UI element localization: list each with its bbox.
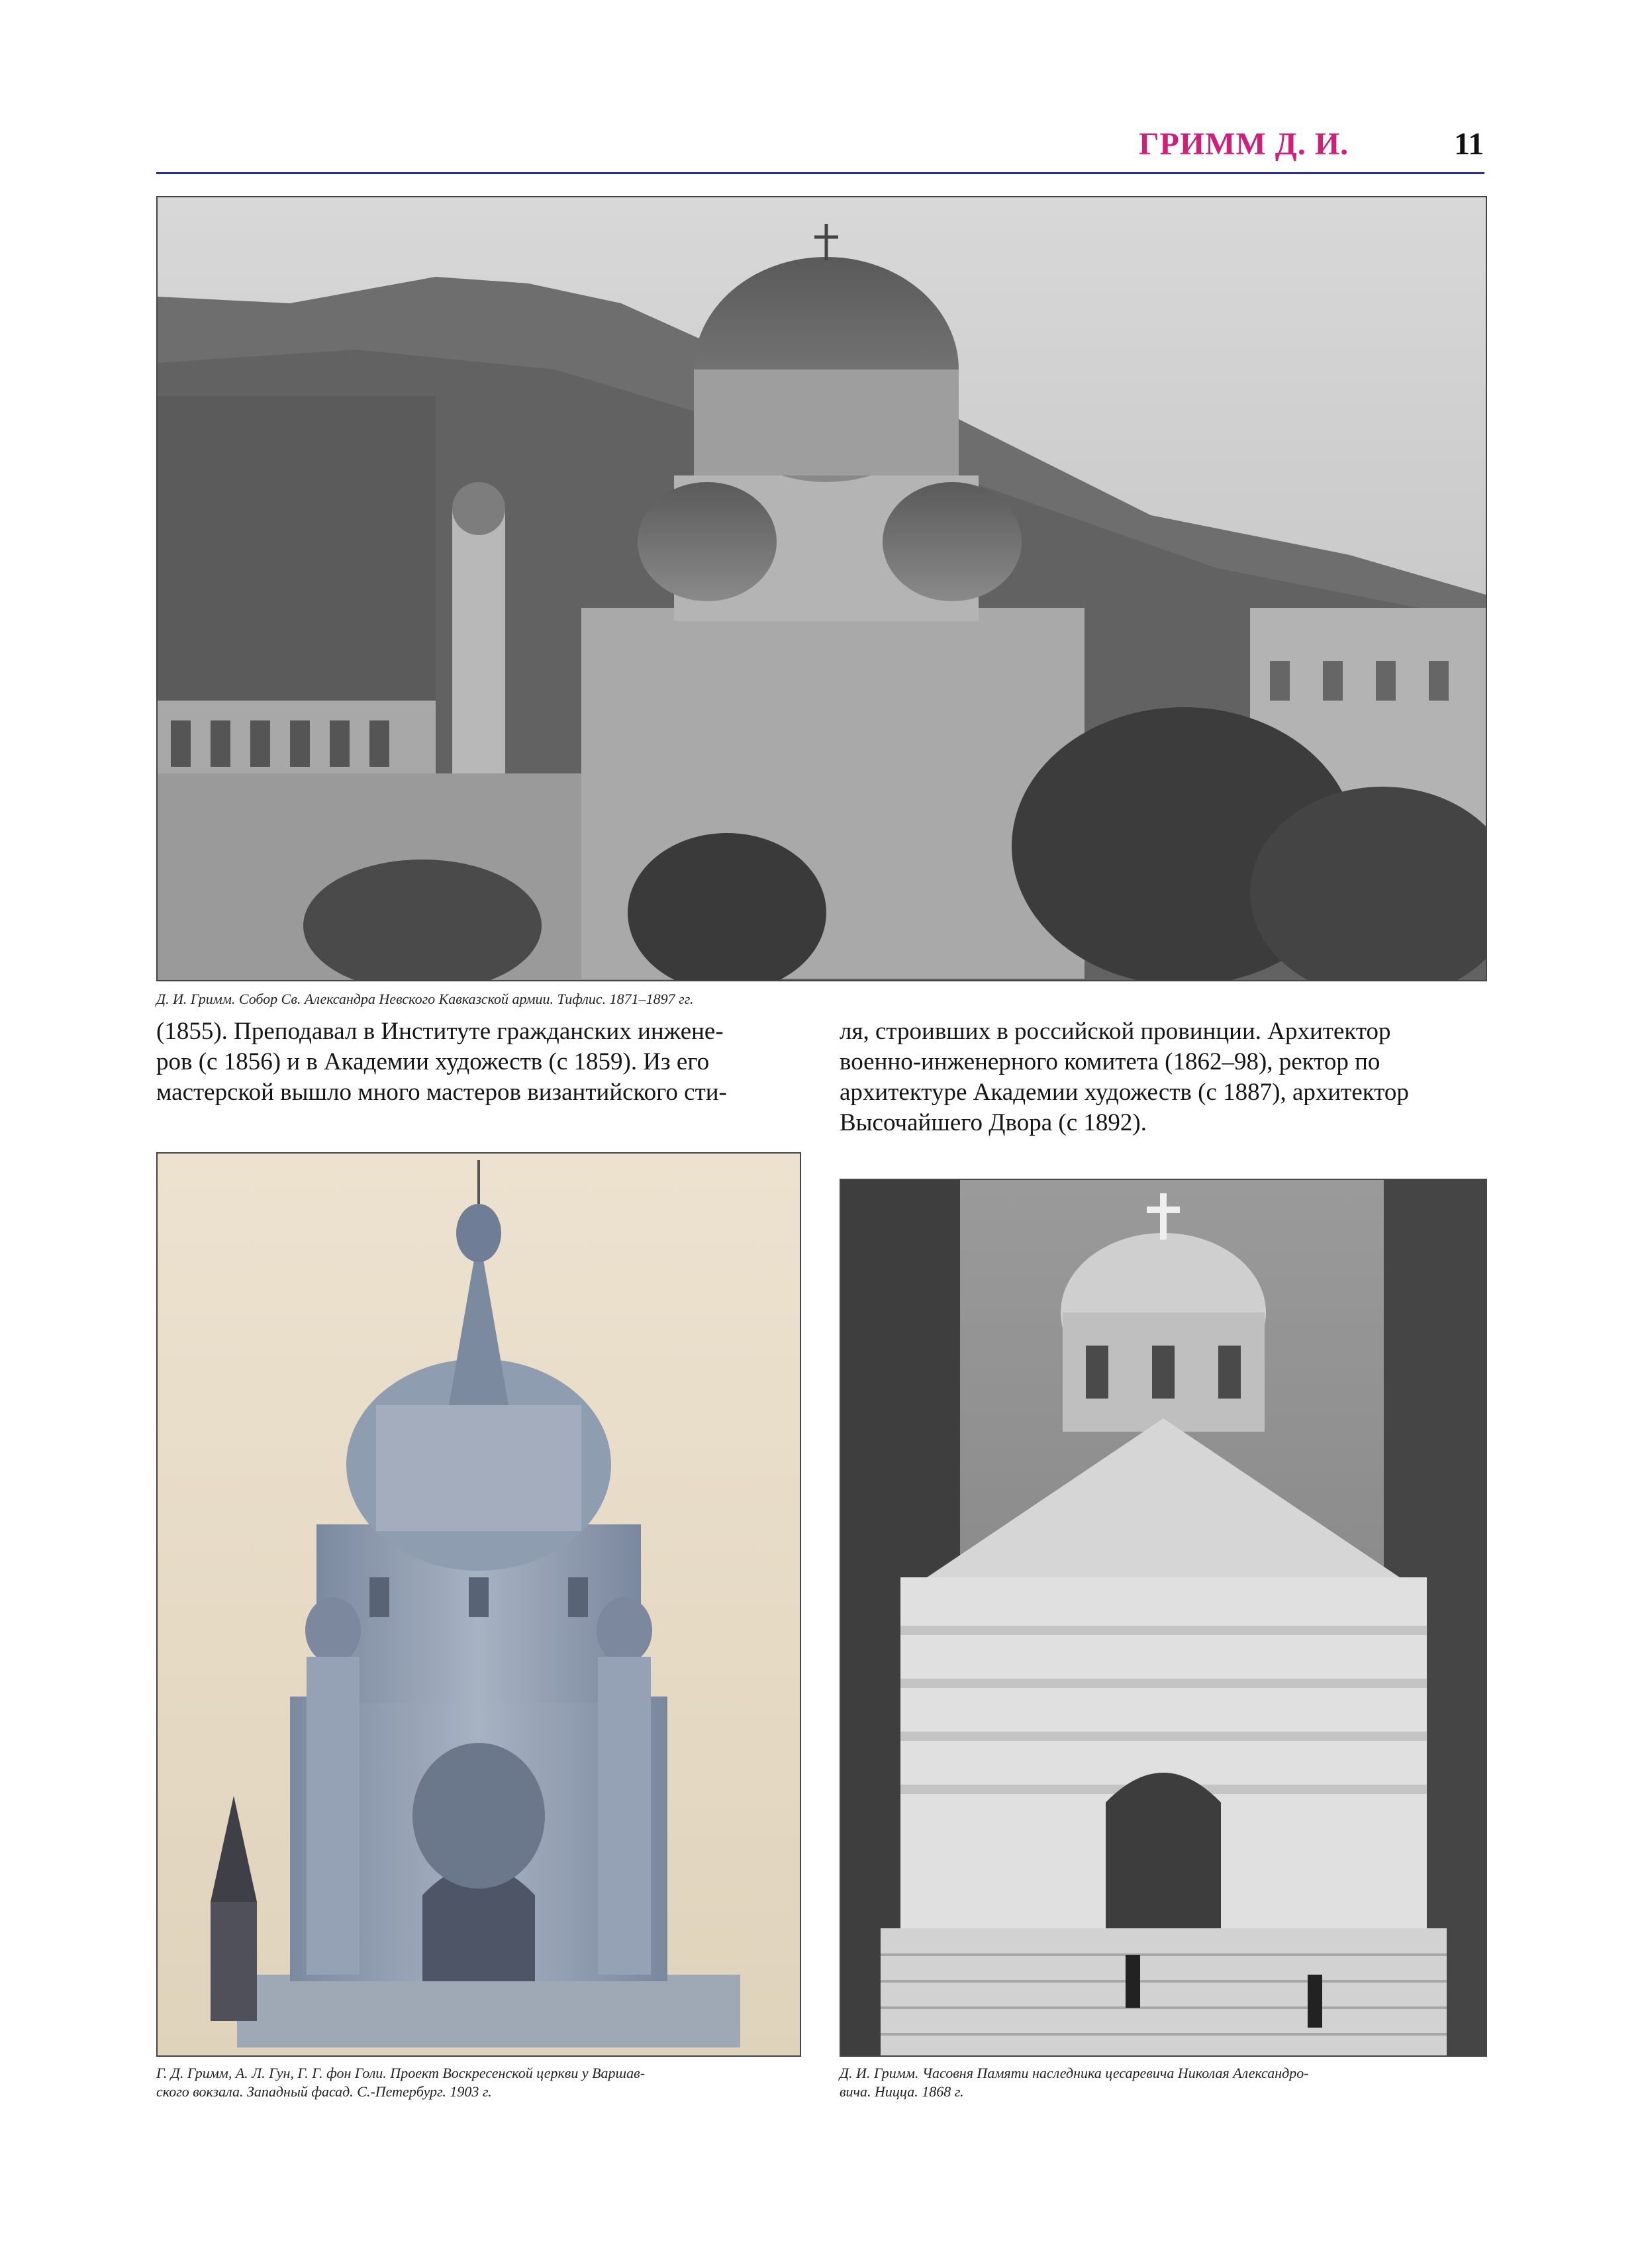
- cathedral-tiflis-photo: [156, 196, 1487, 981]
- body-line: ля, строивших в российской провинции. Архитектор: [840, 1018, 1391, 1045]
- figure-caption-cathedral: Д. И. Гримм. Собор Св. Александра Невского Кавказской армии. Тифлис. 1871–1897 гг.: [156, 991, 694, 1007]
- body-line: Высочайшего Двора (с 1892).: [840, 1109, 1147, 1136]
- chapel-nice-photo: [840, 1179, 1487, 2057]
- church-project-drawing: [156, 1152, 801, 2057]
- caption-line: вича. Ницца. 1868 г.: [840, 2083, 964, 2100]
- figure-caption-church-project: [156, 2064, 798, 2101]
- body-line: архитектуре Академии художеств (с 1887), архитектор: [840, 1079, 1409, 1106]
- header-rule: [156, 172, 1484, 174]
- body-line: мастерской вышло много мастеров византийского сти-: [156, 1079, 727, 1106]
- caption-line: ского вокзала. Западный фасад. С.-Петербург. 1903 г.: [156, 2083, 492, 2100]
- body-line: (1855). Преподавал в Институте гражданских инжене-: [156, 1018, 724, 1045]
- body-text-left-column: [156, 1016, 798, 1108]
- body-line: ров (с 1856) и в Академии художеств (с 1859). Из его: [156, 1048, 710, 1075]
- caption-line: Д. И. Гримм. Часовня Памяти наследника цесаревича Николая Александро-: [840, 2065, 1309, 2081]
- body-text-right-column: [840, 1016, 1484, 1138]
- caption-line: Г. Д. Гримм, А. Л. Гун, Г. Г. фон Голи. Проект Воскресенской церкви у Варшав-: [156, 2065, 646, 2081]
- running-header-title: ГРИММ Д. И.: [1139, 126, 1349, 162]
- page-number: 11: [1454, 126, 1484, 162]
- body-line: военно-инженерного комитета (1862–98), ректор по: [840, 1048, 1380, 1075]
- figure-caption-chapel: [840, 2064, 1484, 2101]
